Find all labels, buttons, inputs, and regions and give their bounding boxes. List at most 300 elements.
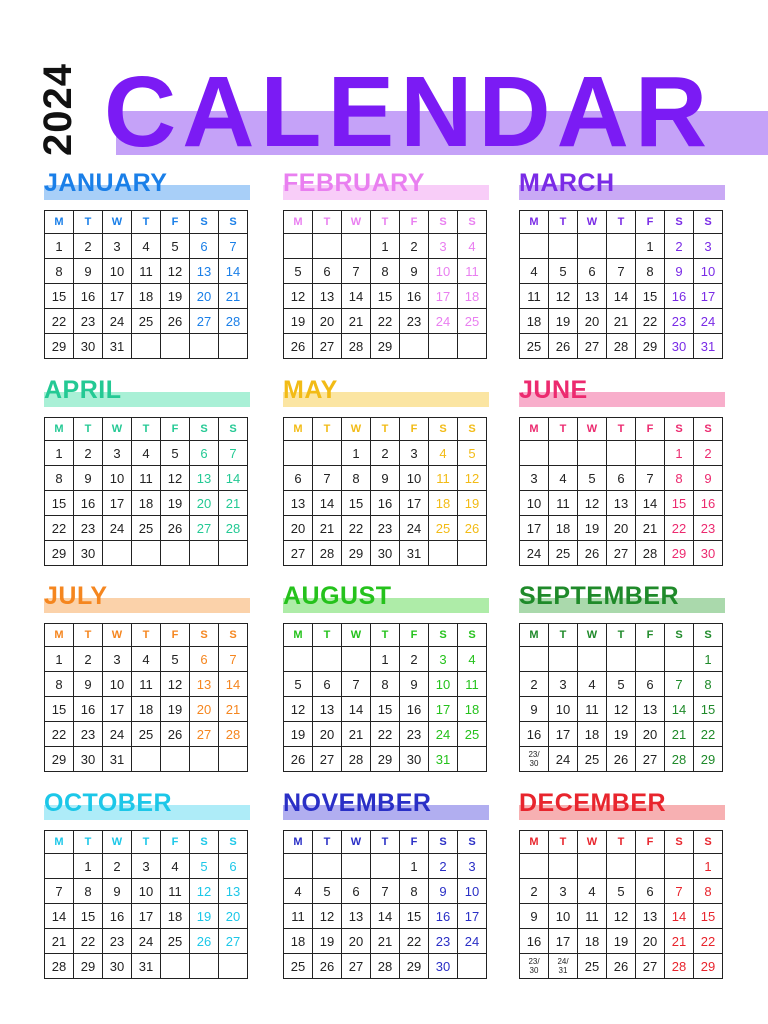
weekday-label: M	[45, 624, 74, 647]
day-cell: 22	[665, 516, 694, 541]
weekday-label: W	[342, 211, 371, 234]
day-cell: 2	[400, 647, 429, 672]
day-cell: 13	[219, 879, 248, 904]
day-cell: 30	[400, 747, 429, 772]
day-cell: 18	[429, 491, 458, 516]
weekday-label: F	[636, 211, 665, 234]
month-march	[519, 168, 725, 354]
month-name: DECEMBER	[519, 789, 667, 817]
week-row	[520, 929, 723, 954]
week-row	[520, 334, 723, 359]
week-row	[520, 747, 723, 772]
empty-day-cell	[161, 747, 190, 772]
month-header	[519, 581, 725, 613]
day-cell: 20	[313, 722, 342, 747]
day-cell: 27	[578, 334, 607, 359]
day-cell: 24	[132, 929, 161, 954]
day-cell: 24	[429, 722, 458, 747]
weekday-header-row	[45, 211, 248, 234]
month-grid	[519, 210, 723, 359]
day-cell: 27	[636, 747, 665, 772]
day-cell: 31	[103, 747, 132, 772]
day-cell: 10	[694, 259, 723, 284]
day-cell: 5	[190, 854, 219, 879]
day-cell: 11	[520, 284, 549, 309]
day-cell: 28	[342, 747, 371, 772]
month-name: AUGUST	[283, 582, 392, 610]
day-cell: 8	[45, 259, 74, 284]
empty-day-cell	[190, 954, 219, 979]
weekday-label: M	[520, 418, 549, 441]
day-cell: 8	[636, 259, 665, 284]
weekday-label: F	[400, 211, 429, 234]
day-cell: 12	[284, 697, 313, 722]
weekday-label: S	[429, 624, 458, 647]
day-cell: 21	[342, 309, 371, 334]
day-cell: 29	[45, 334, 74, 359]
weekday-label: S	[665, 211, 694, 234]
day-cell: 30	[74, 541, 103, 566]
empty-day-cell	[607, 854, 636, 879]
weekday-label: W	[578, 418, 607, 441]
month-name: NOVEMBER	[283, 789, 432, 817]
weekday-label: M	[45, 418, 74, 441]
month-grid	[44, 417, 248, 566]
day-cell: 11	[429, 466, 458, 491]
day-cell: 15	[45, 491, 74, 516]
weekday-label: F	[161, 624, 190, 647]
empty-day-cell	[429, 541, 458, 566]
day-cell: 20	[219, 904, 248, 929]
day-cell: 18	[458, 697, 487, 722]
month-january	[44, 168, 250, 354]
empty-day-cell	[665, 854, 694, 879]
weekday-label: M	[284, 418, 313, 441]
day-cell: 18	[284, 929, 313, 954]
day-cell: 4	[284, 879, 313, 904]
day-cell: 7	[313, 466, 342, 491]
day-cell: 11	[458, 672, 487, 697]
day-cell: 27	[190, 309, 219, 334]
day-cell: 22	[45, 722, 74, 747]
day-cell: 21	[607, 309, 636, 334]
empty-day-cell	[132, 747, 161, 772]
day-cell: 4	[578, 672, 607, 697]
day-cell: 28	[665, 747, 694, 772]
day-cell: 3	[458, 854, 487, 879]
empty-day-cell	[520, 854, 549, 879]
day-cell: 16	[74, 284, 103, 309]
weekday-label: M	[520, 831, 549, 854]
day-cell: 12	[313, 904, 342, 929]
week-row	[45, 854, 248, 879]
day-cell: 28	[45, 954, 74, 979]
day-cell: 20	[190, 284, 219, 309]
day-cell: 3	[429, 647, 458, 672]
day-cell: 3	[103, 441, 132, 466]
day-cell: 24	[694, 309, 723, 334]
day-cell: 15	[636, 284, 665, 309]
month-grid	[44, 210, 248, 359]
day-cell: 25	[458, 722, 487, 747]
day-cell: 16	[429, 904, 458, 929]
day-cell: 1	[400, 854, 429, 879]
empty-day-cell	[45, 854, 74, 879]
day-cell: 14	[45, 904, 74, 929]
weekday-label: S	[190, 418, 219, 441]
week-row	[284, 259, 487, 284]
day-cell: 11	[578, 697, 607, 722]
day-cell: 12	[578, 491, 607, 516]
day-cell: 9	[371, 466, 400, 491]
calendar-header	[0, 0, 768, 168]
day-cell: 9	[74, 672, 103, 697]
weekday-label: W	[578, 831, 607, 854]
day-cell: 25	[520, 334, 549, 359]
day-cell: 6	[636, 672, 665, 697]
day-cell: 17	[103, 491, 132, 516]
day-cell: 5	[284, 259, 313, 284]
weekday-label: S	[190, 831, 219, 854]
month-header	[44, 788, 250, 820]
day-cell: 22	[45, 516, 74, 541]
week-row	[520, 259, 723, 284]
day-cell: 25	[578, 954, 607, 979]
week-row	[45, 954, 248, 979]
day-cell: 26	[161, 309, 190, 334]
day-cell: 10	[429, 259, 458, 284]
day-cell: 18	[132, 697, 161, 722]
week-row	[520, 441, 723, 466]
split-day-cell: 23/ 30	[520, 747, 549, 772]
day-cell: 10	[400, 466, 429, 491]
day-cell: 20	[607, 516, 636, 541]
day-cell: 26	[190, 929, 219, 954]
day-cell: 24	[458, 929, 487, 954]
day-cell: 28	[219, 309, 248, 334]
weekday-label: F	[161, 211, 190, 234]
day-cell: 17	[458, 904, 487, 929]
day-cell: 29	[371, 747, 400, 772]
day-cell: 1	[371, 647, 400, 672]
weekday-label: T	[549, 418, 578, 441]
day-cell: 5	[549, 259, 578, 284]
day-cell: 3	[429, 234, 458, 259]
weekday-label: S	[219, 831, 248, 854]
day-cell: 29	[74, 954, 103, 979]
day-cell: 7	[371, 879, 400, 904]
day-cell: 30	[74, 334, 103, 359]
day-cell: 10	[458, 879, 487, 904]
day-cell: 26	[161, 722, 190, 747]
week-row	[284, 954, 487, 979]
month-header	[519, 788, 725, 820]
day-cell: 27	[342, 954, 371, 979]
day-cell: 1	[45, 234, 74, 259]
day-cell: 17	[132, 904, 161, 929]
empty-day-cell	[429, 334, 458, 359]
day-cell: 6	[190, 234, 219, 259]
empty-day-cell	[313, 854, 342, 879]
day-cell: 11	[284, 904, 313, 929]
week-row	[284, 904, 487, 929]
weekday-label: W	[578, 211, 607, 234]
day-cell: 18	[549, 516, 578, 541]
day-cell: 25	[549, 541, 578, 566]
weekday-label: S	[219, 211, 248, 234]
day-cell: 29	[400, 954, 429, 979]
month-july	[44, 581, 250, 767]
day-cell: 18	[132, 284, 161, 309]
day-cell: 14	[607, 284, 636, 309]
week-row	[45, 904, 248, 929]
month-grid	[283, 210, 487, 359]
day-cell: 13	[190, 259, 219, 284]
day-cell: 12	[161, 259, 190, 284]
weekday-label: T	[313, 831, 342, 854]
day-cell: 6	[313, 259, 342, 284]
empty-day-cell	[520, 234, 549, 259]
day-cell: 14	[219, 466, 248, 491]
weekday-label: M	[520, 211, 549, 234]
day-cell: 16	[74, 697, 103, 722]
day-cell: 19	[161, 284, 190, 309]
empty-day-cell	[313, 441, 342, 466]
week-row	[520, 722, 723, 747]
week-row	[520, 904, 723, 929]
empty-day-cell	[132, 334, 161, 359]
day-cell: 20	[190, 491, 219, 516]
day-cell: 14	[636, 491, 665, 516]
day-cell: 10	[429, 672, 458, 697]
day-cell: 10	[549, 697, 578, 722]
day-cell: 12	[607, 904, 636, 929]
day-cell: 28	[665, 954, 694, 979]
empty-day-cell	[549, 234, 578, 259]
month-header	[519, 168, 725, 200]
day-cell: 29	[694, 747, 723, 772]
week-row	[284, 647, 487, 672]
day-cell: 17	[429, 284, 458, 309]
weekday-label: F	[636, 624, 665, 647]
day-cell: 16	[520, 722, 549, 747]
week-row	[284, 466, 487, 491]
empty-day-cell	[520, 647, 549, 672]
day-cell: 1	[45, 441, 74, 466]
weekday-label: S	[458, 831, 487, 854]
day-cell: 13	[190, 466, 219, 491]
day-cell: 7	[342, 672, 371, 697]
day-cell: 13	[313, 284, 342, 309]
empty-day-cell	[313, 234, 342, 259]
day-cell: 13	[636, 904, 665, 929]
day-cell: 14	[342, 697, 371, 722]
day-cell: 3	[549, 672, 578, 697]
month-header	[519, 375, 725, 407]
empty-day-cell	[607, 234, 636, 259]
empty-day-cell	[284, 647, 313, 672]
day-cell: 15	[74, 904, 103, 929]
weekday-label: T	[371, 831, 400, 854]
month-header	[283, 788, 489, 820]
empty-day-cell	[607, 441, 636, 466]
day-cell: 9	[429, 879, 458, 904]
day-cell: 26	[549, 334, 578, 359]
weekday-label: W	[342, 418, 371, 441]
day-cell: 8	[342, 466, 371, 491]
empty-day-cell	[190, 747, 219, 772]
day-cell: 14	[219, 259, 248, 284]
day-cell: 18	[161, 904, 190, 929]
day-cell: 30	[694, 541, 723, 566]
empty-day-cell	[607, 647, 636, 672]
week-row	[45, 334, 248, 359]
day-cell: 6	[190, 441, 219, 466]
day-cell: 8	[371, 672, 400, 697]
weekday-label: S	[429, 418, 458, 441]
day-cell: 31	[694, 334, 723, 359]
day-cell: 3	[400, 441, 429, 466]
day-cell: 21	[45, 929, 74, 954]
week-row	[520, 854, 723, 879]
day-cell: 14	[665, 904, 694, 929]
week-row	[520, 672, 723, 697]
week-row	[284, 722, 487, 747]
month-name: MARCH	[519, 169, 615, 197]
day-cell: 19	[313, 929, 342, 954]
weekday-label: M	[520, 624, 549, 647]
weekday-label: S	[190, 211, 219, 234]
weekday-label: T	[371, 624, 400, 647]
empty-day-cell	[190, 334, 219, 359]
empty-day-cell	[342, 647, 371, 672]
weekday-label: S	[665, 831, 694, 854]
day-cell: 22	[694, 929, 723, 954]
weekday-label: S	[190, 624, 219, 647]
day-cell: 7	[219, 234, 248, 259]
day-cell: 4	[458, 647, 487, 672]
empty-day-cell	[284, 234, 313, 259]
day-cell: 2	[103, 854, 132, 879]
week-row	[45, 747, 248, 772]
day-cell: 12	[458, 466, 487, 491]
day-cell: 19	[458, 491, 487, 516]
day-cell: 7	[45, 879, 74, 904]
month-april	[44, 375, 250, 561]
empty-day-cell	[458, 954, 487, 979]
week-row	[45, 441, 248, 466]
day-cell: 25	[429, 516, 458, 541]
weekday-label: M	[45, 211, 74, 234]
day-cell: 30	[665, 334, 694, 359]
day-cell: 16	[371, 491, 400, 516]
day-cell: 31	[132, 954, 161, 979]
day-cell: 5	[578, 466, 607, 491]
day-cell: 21	[665, 929, 694, 954]
month-name: JUNE	[519, 376, 588, 404]
empty-day-cell	[549, 854, 578, 879]
weekday-label: T	[74, 831, 103, 854]
day-cell: 19	[578, 516, 607, 541]
week-row	[284, 234, 487, 259]
day-cell: 4	[429, 441, 458, 466]
day-cell: 1	[694, 647, 723, 672]
weekday-label: T	[607, 211, 636, 234]
weekday-label: T	[74, 211, 103, 234]
day-cell: 28	[219, 722, 248, 747]
weekday-label: T	[74, 624, 103, 647]
week-row	[520, 697, 723, 722]
weekday-label: T	[313, 211, 342, 234]
day-cell: 5	[607, 879, 636, 904]
day-cell: 20	[342, 929, 371, 954]
weekday-label: W	[103, 418, 132, 441]
day-cell: 30	[371, 541, 400, 566]
weekday-label: S	[429, 831, 458, 854]
week-row	[520, 466, 723, 491]
month-may	[283, 375, 489, 561]
week-row	[284, 879, 487, 904]
day-cell: 23	[74, 722, 103, 747]
day-cell: 3	[103, 647, 132, 672]
day-cell: 21	[219, 284, 248, 309]
empty-day-cell	[284, 854, 313, 879]
day-cell: 16	[103, 904, 132, 929]
day-cell: 19	[607, 722, 636, 747]
day-cell: 23	[694, 516, 723, 541]
empty-day-cell	[219, 954, 248, 979]
day-cell: 5	[607, 672, 636, 697]
day-cell: 14	[342, 284, 371, 309]
day-cell: 15	[45, 284, 74, 309]
empty-day-cell	[371, 854, 400, 879]
day-cell: 27	[284, 541, 313, 566]
week-row	[45, 259, 248, 284]
day-cell: 24	[520, 541, 549, 566]
day-cell: 7	[219, 647, 248, 672]
weekday-label: T	[607, 624, 636, 647]
day-cell: 6	[607, 466, 636, 491]
week-row	[520, 541, 723, 566]
day-cell: 21	[219, 697, 248, 722]
empty-day-cell	[219, 541, 248, 566]
month-name: JANUARY	[44, 169, 168, 197]
day-cell: 18	[458, 284, 487, 309]
empty-day-cell	[458, 541, 487, 566]
week-row	[520, 647, 723, 672]
empty-day-cell	[636, 441, 665, 466]
month-june	[519, 375, 725, 561]
day-cell: 6	[313, 672, 342, 697]
weekday-label: F	[636, 831, 665, 854]
empty-day-cell	[161, 541, 190, 566]
day-cell: 2	[665, 234, 694, 259]
day-cell: 8	[694, 879, 723, 904]
day-cell: 2	[520, 672, 549, 697]
day-cell: 27	[607, 541, 636, 566]
day-cell: 31	[400, 541, 429, 566]
day-cell: 11	[458, 259, 487, 284]
weekday-header-row	[45, 418, 248, 441]
month-grid	[519, 417, 723, 566]
weekday-label: S	[458, 211, 487, 234]
day-cell: 28	[313, 541, 342, 566]
weekday-label: T	[549, 624, 578, 647]
day-cell: 12	[607, 697, 636, 722]
weekday-header-row	[284, 418, 487, 441]
day-cell: 9	[400, 259, 429, 284]
day-cell: 25	[161, 929, 190, 954]
